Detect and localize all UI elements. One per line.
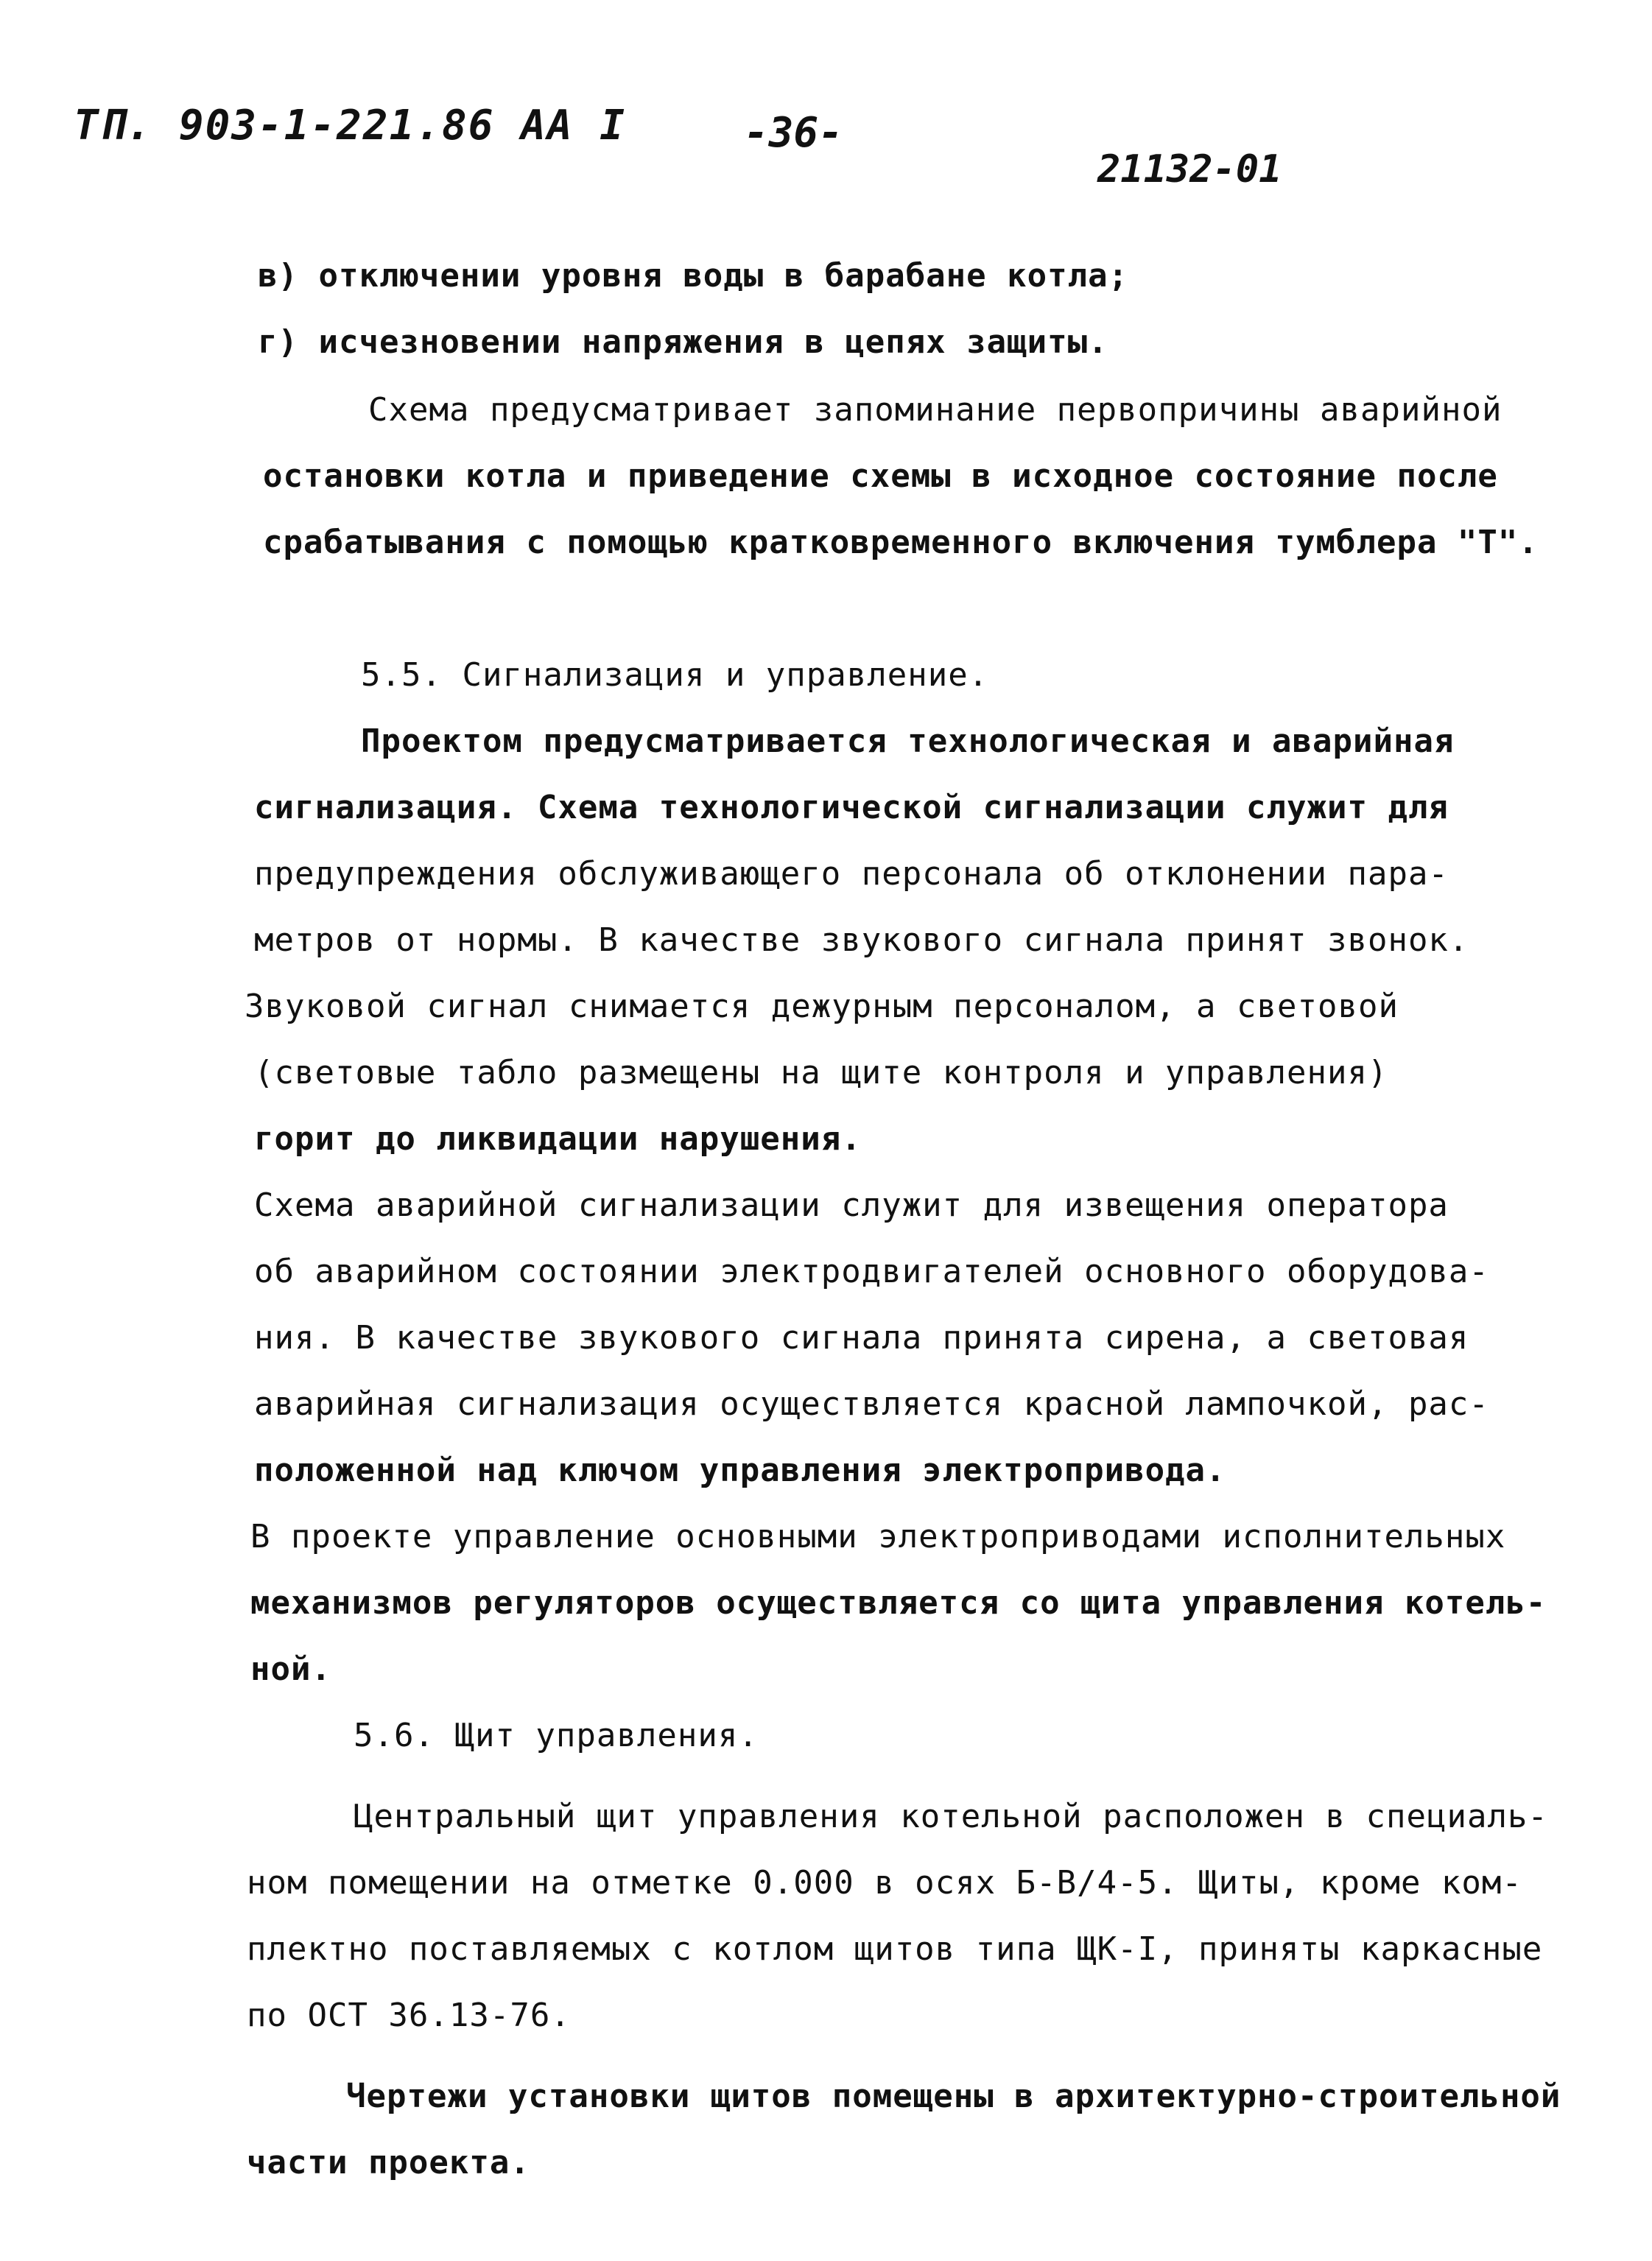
paragraph-line: Чертежи установки щитов помещены в архитектурно-строительной	[346, 2078, 1561, 2115]
paragraph-line: Звуковой сигнал снимается дежурным персоналом, а световой	[245, 988, 1399, 1025]
paragraph-line: (световые табло размещены на щите контроля и управления)	[254, 1054, 1388, 1091]
section-heading: 5.5. Сигнализация и управление.	[361, 656, 989, 694]
paragraph-line: В проекте управление основными электроприводами исполнительных	[250, 1518, 1506, 1555]
paragraph-line: об аварийном состоянии электродвигателей основного оборудова-	[254, 1253, 1489, 1290]
inventory-number: 21132-01	[1097, 147, 1282, 191]
paragraph-line: аварийная сигнализация осуществляется красной лампочкой, рас-	[254, 1385, 1489, 1423]
paragraph-line: ной.	[250, 1650, 331, 1688]
document-code: ТП. 903-1-221.86 АА I	[74, 102, 627, 150]
paragraph-line: механизмов регуляторов осуществляется со щита управления котель-	[250, 1584, 1547, 1622]
paragraph-line: Схема аварийной сигнализации служит для извещения оператора	[254, 1186, 1449, 1224]
page-number: -36-	[744, 109, 843, 157]
paragraph-line: части проекта.	[247, 2144, 530, 2181]
paragraph-line: остановки котла и приведение схемы в исходное состояние после	[263, 457, 1498, 495]
list-item: в) отключении уровня воды в барабане котла;	[258, 257, 1129, 295]
paragraph-line: Центральный щит управления котельной расположен в специаль-	[354, 1798, 1548, 1835]
paragraph-line: по ОСТ 36.13-76.	[247, 1997, 571, 2034]
paragraph-line: Проектом предусматривается технологическая и аварийная	[361, 722, 1455, 760]
paragraph-line: положенной над ключом управления электропривода.	[254, 1452, 1226, 1489]
paragraph-line: срабатывания с помощью кратковременного включения тумблера "Т".	[263, 524, 1539, 561]
paragraph-line: плектно поставляемых с котлом щитов типа ЩК-I, приняты каркасные	[247, 1930, 1543, 1968]
paragraph-line: метров от нормы. В качестве звукового сигнала принят звонок.	[254, 921, 1469, 959]
paragraph-line: Схема предусматривает запоминание первопричины аварийной	[368, 391, 1502, 429]
list-item: г) исчезновении напряжения в цепях защиты.	[258, 323, 1108, 361]
paragraph-line: предупреждения обслуживающего персонала об отклонении пара-	[254, 855, 1449, 893]
paragraph-line: ния. В качестве звукового сигнала принята сирена, а световая	[254, 1319, 1469, 1357]
paragraph-line: сигнализация. Схема технологической сигнализации служит для	[254, 789, 1449, 826]
paragraph-line: горит до ликвидации нарушения.	[254, 1120, 862, 1158]
section-heading: 5.6. Щит управления.	[354, 1717, 759, 1754]
paragraph-line: ном помещении на отметке 0.000 в осях Б-В/4-5. Щиты, кроме ком-	[247, 1864, 1522, 1902]
